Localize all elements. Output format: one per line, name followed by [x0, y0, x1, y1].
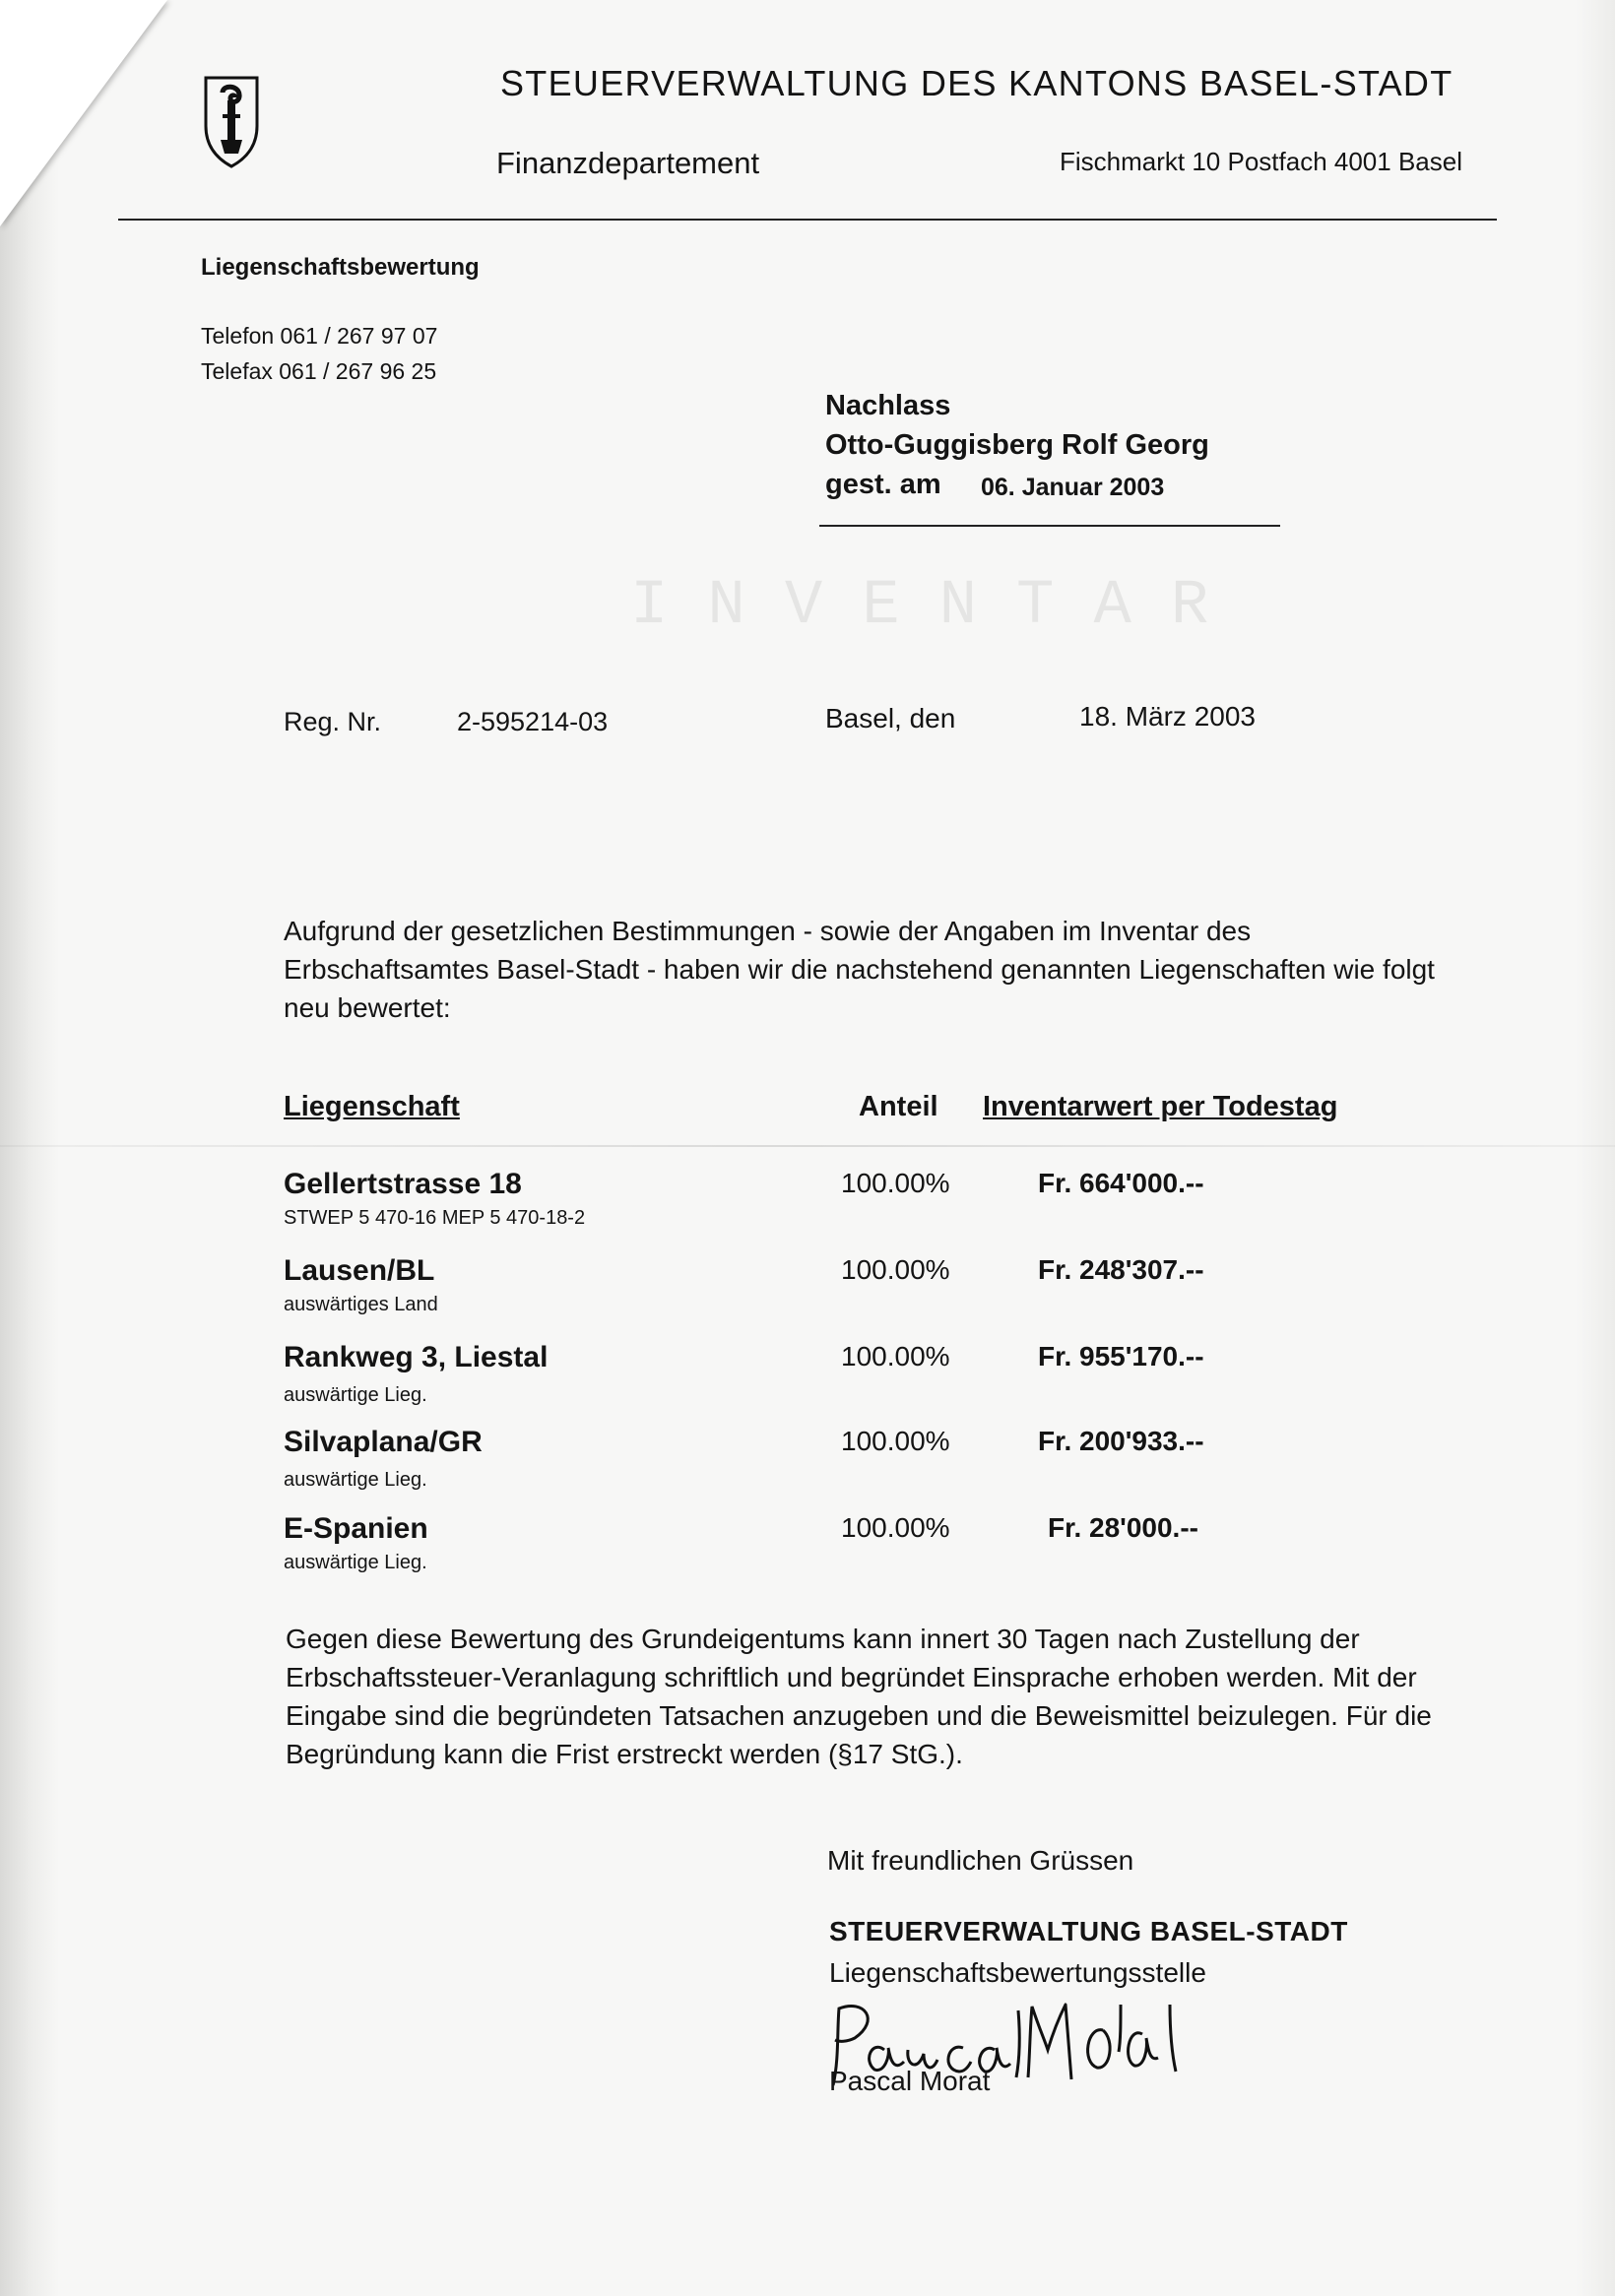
folded-corner [0, 0, 167, 226]
signature-unit: Liegenschaftsbewertungsstelle [829, 1957, 1206, 1988]
paper-fold-line [0, 1145, 1615, 1147]
property-detail: auswärtige Lieg. [284, 1384, 427, 1406]
column-header-value: Inventarwert per Todestag [983, 1091, 1338, 1122]
office-phone: Telefon 061 / 267 97 07 [201, 323, 438, 349]
property-share: 100.00% [841, 1512, 950, 1543]
property-value: Fr. 248'307.-- [1038, 1254, 1204, 1285]
authority-address: Fischmarkt 10 Postfach 4001 Basel [1060, 147, 1462, 176]
reg-number-value: 2-595214-03 [457, 707, 609, 736]
property-share: 100.00% [841, 1168, 950, 1198]
property-name: Rankweg 3, Liestal [284, 1341, 549, 1373]
property-share: 100.00% [841, 1426, 950, 1456]
letter-date-value: 18. März 2003 [1079, 701, 1256, 732]
closing-greeting: Mit freundlichen Grüssen [827, 1845, 1134, 1876]
letter-date-label: Basel, den [825, 703, 956, 733]
estate-divider [819, 525, 1280, 527]
signature-organisation: STEUERVERWALTUNG BASEL-STADT [829, 1916, 1348, 1946]
property-detail: auswärtiges Land [284, 1294, 438, 1315]
estate-deceased-label: gest. am [825, 469, 941, 500]
basel-coat-of-arms-icon [203, 75, 260, 169]
property-detail: auswärtige Lieg. [284, 1469, 427, 1491]
signatory-name: Pascal Morat [829, 2066, 991, 2096]
office-fax: Telefax 061 / 267 96 25 [201, 358, 437, 384]
property-share: 100.00% [841, 1341, 950, 1371]
property-share: 100.00% [841, 1254, 950, 1285]
property-value: Fr. 28'000.-- [1048, 1512, 1198, 1543]
property-value: Fr. 955'170.-- [1038, 1341, 1204, 1371]
column-header-property: Liegenschaft [284, 1091, 460, 1122]
property-value: Fr. 664'000.-- [1038, 1168, 1204, 1198]
property-detail: auswärtige Lieg. [284, 1552, 427, 1573]
header-divider [118, 219, 1497, 221]
property-name: E-Spanien [284, 1512, 428, 1545]
intro-paragraph: Aufgrund der gesetzlichen Bestimmungen - sowie der Angaben im Inventar des Erbschaftsamtes Basel-Stadt - haben wir die nachstehend genannten Liegenschaften wie folgt neu bewertet: [284, 916, 1435, 1023]
bleed-through-text: INVENTAR [630, 571, 1249, 642]
column-header-share: Anteil [859, 1091, 938, 1122]
office-name: Liegenschaftsbewertung [201, 254, 480, 281]
department-name: Finanzdepartement [496, 146, 760, 180]
property-value: Fr. 200'933.-- [1038, 1426, 1204, 1456]
property-name: Gellertstrasse 18 [284, 1168, 522, 1200]
estate-label: Nachlass [825, 390, 951, 421]
property-name: Lausen/BL [284, 1254, 435, 1287]
property-detail: STWEP 5 470-16 MEP 5 470-18-2 [284, 1207, 586, 1229]
property-name: Silvaplana/GR [284, 1426, 483, 1458]
authority-title: STEUERVERWALTUNG DES KANTONS BASEL-STADT [500, 63, 1454, 103]
reg-number-label: Reg. Nr. [284, 707, 382, 736]
objection-paragraph: Gegen diese Bewertung des Grundeigentums kann innert 30 Tagen nach Zustellung der Erbschaftssteuer-Veranlagung schriftlich und begründet Einsprache erhoben werden. Mit der Eingabe sind die begründeten Tatsachen anzugeben und die Beweismittel beizulegen. Für die Begründung kann die Frist erstreckt werden (§17 StG.). [286, 1624, 1432, 1769]
estate-deceased-date: 06. Januar 2003 [981, 474, 1165, 501]
estate-deceased-name: Otto-Guggisberg Rolf Georg [825, 429, 1209, 461]
